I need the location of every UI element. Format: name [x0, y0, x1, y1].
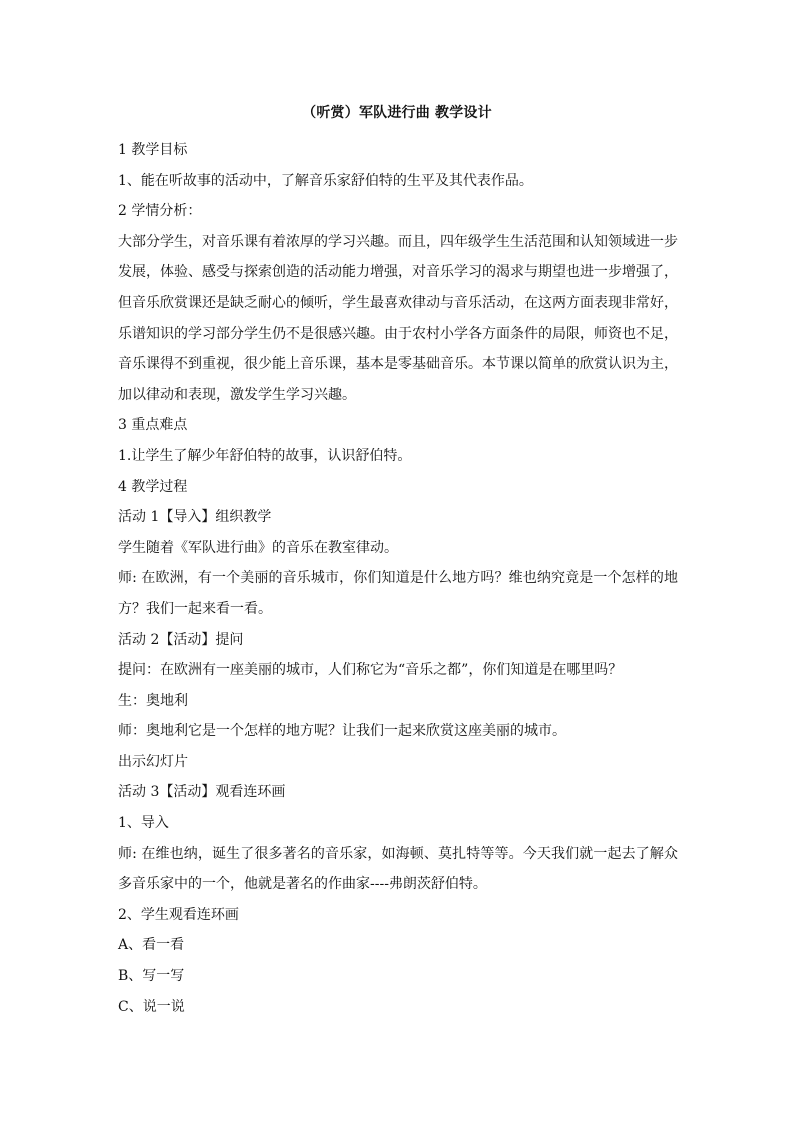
- paragraph-teacher-vienna: 师: 在维也纳，诞生了很多著名的音乐家，如海顿、莫扎特等等。今天我们就一起去了解众多音乐家中的一个，他就是著名的作曲家----弗朗茨舒伯特。: [118, 845, 678, 893]
- activity-2-heading: 活动 2【活动】提问: [118, 631, 244, 648]
- paragraph-slides: 出示幻灯片: [118, 753, 188, 770]
- section-heading-key-points: 3 重点难点: [118, 417, 188, 434]
- document-body: [118, 135, 678, 1022]
- paragraph-question: 提问：在欧洲有一座美丽的城市，人们称它为“音乐之都”，你们知道是在哪里吗？: [118, 662, 623, 679]
- activity-3-heading: 活动 3【活动】观看连环画: [118, 784, 286, 801]
- section-heading-objectives: 1 教学目标: [118, 142, 188, 158]
- list-item-c: C、说一说: [118, 998, 185, 1015]
- paragraph-key-point-1: 1.让学生了解少年舒伯特的故事，认识舒伯特。: [118, 447, 412, 464]
- paragraph-step-comic: 2、学生观看连环画: [118, 906, 239, 923]
- paragraph-analysis: 大部分学生，对音乐课有着浓厚的学习兴趣。而且，四年级学生生活范围和认知领域进一步发展，体验、感受与探索创造的活动能力增强，对音乐学习的渴求与期望也进一步增强了，但音乐欣赏课还是缺乏耐心的倾听，学生最喜欢律动与音乐活动，在这两方面表现非常好，乐谱知识的学习部分学生仍不是很感兴趣。由于农村小学各方面条件的局限，师资也不足，音乐课得不到重视，很少能上音乐课，基本是零基础音乐。本节课以简单的欣赏认识为主，加以律动和表现，激发学生学习兴趣。: [118, 233, 678, 403]
- paragraph-student-answer: 生：奥地利: [118, 692, 188, 709]
- activity-1-heading: 活动 1【导入】组织教学: [118, 509, 272, 526]
- list-item-b: B、写一写: [118, 968, 185, 985]
- page-title: （听赏）军队进行曲 教学设计: [302, 105, 492, 121]
- paragraph-teacher-austria: 师：奥地利它是一个怎样的地方呢？让我们一起来欣赏这座美丽的城市。: [118, 723, 566, 740]
- paragraph-step-intro: 1、导入: [118, 815, 169, 832]
- section-heading-process: 4 教学过程: [118, 478, 188, 495]
- section-heading-analysis: 2 学情分析：: [118, 203, 202, 220]
- paragraph-activity-1: 学生随着《军队进行曲》的音乐在教室律动。: [118, 539, 398, 556]
- paragraph-objective-1: 1、能在听故事的活动中，了解音乐家舒伯特的生平及其代表作品。: [118, 172, 533, 189]
- paragraph-teacher-intro: 师: 在欧洲，有一个美丽的音乐城市，你们知道是什么地方吗？维也纳究竟是一个怎样的地方？我们一起来看一看。: [118, 570, 678, 617]
- list-item-a: A、看一看: [118, 937, 185, 954]
